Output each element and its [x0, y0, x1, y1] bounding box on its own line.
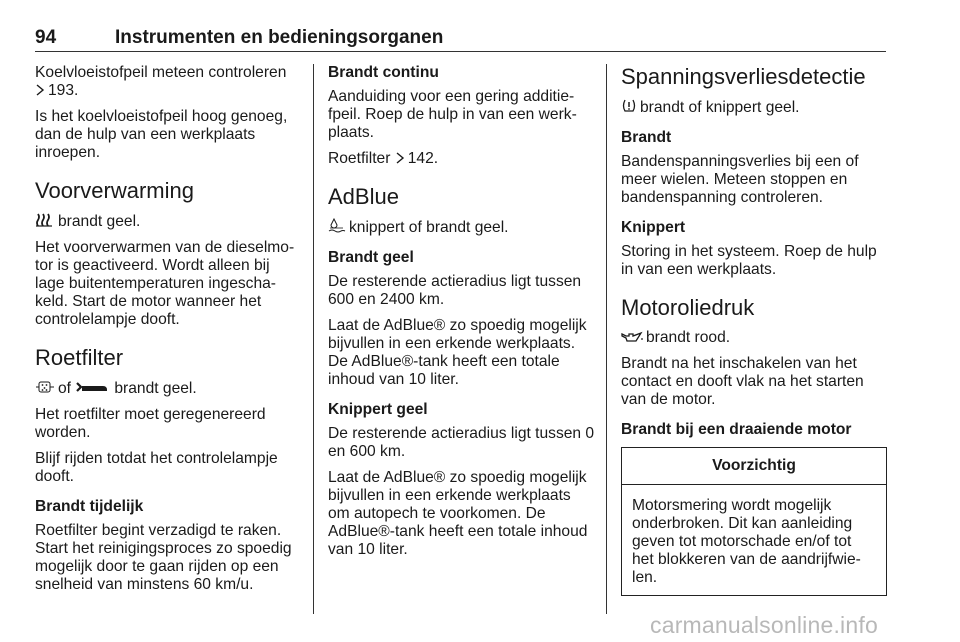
paragraph: Is het koelvloeistofpeil hoog genoeg, dan de hulp van een werkplaats inroepen.: [35, 108, 288, 161]
page-header: [35, 27, 885, 53]
page-reference-arrow-icon: [35, 83, 45, 97]
caution-body: [622, 485, 886, 595]
column-divider: [313, 64, 314, 614]
column-left: [35, 64, 300, 602]
paragraph: Bandenspanningsverlies bij een of meer wielen. Meteen stoppen en bandenspanning controleren.: [621, 153, 859, 206]
column-middle: [328, 64, 596, 567]
tire-pressure-icon: [621, 98, 637, 114]
page-reference-arrow-icon: [395, 151, 405, 165]
section-title: Voorverwarming: [35, 178, 194, 203]
paragraph: Brandt na het inschakelen van het contact en dooft vlak na het starten van de motor.: [621, 355, 864, 408]
indicator-line: knippert of brandt geel.: [328, 218, 596, 237]
indicator-line: brandt geel.: [35, 212, 300, 231]
section-title: AdBlue: [328, 184, 399, 209]
paragraph: De resterende actieradius ligt tussen 600 en 2400 km.: [328, 273, 582, 308]
oil-can-icon: [621, 330, 643, 344]
page-reference: 142.: [407, 150, 439, 167]
watermark: carmanualsonline.info: [650, 612, 878, 638]
indicator-line: brandt rood.: [621, 329, 887, 347]
subsection-title: Brandt continu: [328, 64, 439, 81]
diesel-particulate-filter-icon: [35, 379, 55, 395]
page-number: 94: [35, 27, 57, 48]
section-title: Motoroliedruk: [621, 295, 755, 320]
subsection-title: Knippert: [621, 219, 686, 236]
paragraph: De resterende actieradius ligt tussen 0 en 600 km.: [328, 425, 595, 460]
indicator-line: of brandt geel.: [35, 379, 300, 398]
glow-plug-icon: [35, 212, 55, 228]
paragraph: Laat de AdBlue® zo spoedig mogelijk bijvullen in een erkende werkplaats. De AdBlue®-tank heeft een totale inhoud van 10 liter.: [328, 317, 587, 388]
particulate-filter-bar-icon: [75, 381, 111, 395]
page-title: Instrumenten en bedieningsorganen: [115, 27, 444, 48]
paragraph: Blijf rijden totdat het controlelampje dooft.: [35, 450, 278, 485]
cross-reference: Roetfilter 142.: [328, 150, 439, 167]
subsection-title: Brandt tijdelijk: [35, 498, 144, 515]
page-reference: 193.: [48, 82, 79, 99]
paragraph: Koelvloeistofpeil meteen controleren 193.: [35, 64, 287, 99]
subsection-title: Brandt: [621, 129, 672, 146]
column-divider: [606, 64, 607, 614]
subsection-title: Knippert geel: [328, 401, 428, 418]
paragraph: Het voorverwarmen van de dieselmo-tor is geactiveerd. Wordt alleen bij lage buitentemperaturen ingescha-keld. Start de motor wanneer het controlelampje dooft.: [35, 239, 295, 328]
section-title: Roetfilter: [35, 345, 124, 370]
subsection-title: Brandt bij een draaiende motor: [621, 421, 852, 438]
caution-text: Motorsmering wordt mogelijk onderbroken. Dit kan aanleiding geven tot motorschade en/of tot het blokkeren van de aandrijfwie-len.: [632, 497, 861, 586]
indicator-line: brandt of knippert geel.: [621, 98, 887, 117]
header-divider: [35, 51, 886, 52]
section-title: Spanningsverliesdetectie: [621, 64, 866, 89]
adblue-icon: [328, 218, 346, 234]
caution-box: [621, 447, 887, 596]
paragraph: Aanduiding voor een gering additie-fpeil. Roep de hulp in van een werk-plaats.: [328, 88, 577, 141]
caution-title: Voorzichtig: [622, 448, 886, 485]
paragraph: Roetfilter begint verzadigd te raken. Start het reinigingsproces zo spoedig mogelijk door te gaan rijden op een snelheid van minstens 60 km/u.: [35, 522, 292, 593]
paragraph: Het roetfilter moet geregenereerd worden.: [35, 406, 266, 441]
paragraph: Laat de AdBlue® zo spoedig mogelijk bijvullen in een erkende werkplaats om autopech te voorkomen. De AdBlue®-tank heeft een totale inhoud van 10 liter.: [328, 469, 588, 558]
paragraph: Storing in het systeem. Roep de hulp in van een werkplaats.: [621, 243, 877, 278]
column-right: [621, 64, 887, 596]
subsection-title: Brandt geel: [328, 249, 414, 266]
